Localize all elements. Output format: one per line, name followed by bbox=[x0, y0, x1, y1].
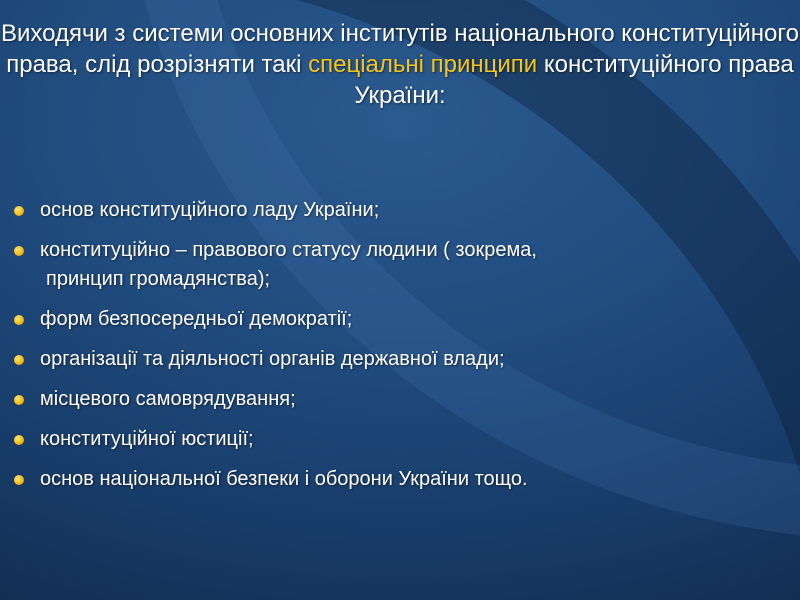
list-item bbox=[14, 305, 774, 334]
list-item bbox=[14, 385, 774, 414]
list-item bbox=[14, 236, 774, 294]
bullet-icon bbox=[14, 315, 24, 325]
bullet-text: форм безпосередньої демократії; bbox=[40, 308, 353, 330]
list-item bbox=[14, 345, 774, 374]
bullet-text: основ конституційного ладу України; bbox=[40, 199, 380, 221]
title-text-end: конституційного права України: bbox=[354, 51, 794, 109]
bullet-icon bbox=[14, 355, 24, 365]
bullet-text: основ національної безпеки і оборони України тощо. bbox=[40, 468, 528, 490]
bullet-icon bbox=[14, 246, 24, 256]
bullet-text: організації та діяльності органів державної влади; bbox=[40, 348, 505, 370]
title-highlight: спеціальні принципи bbox=[308, 51, 538, 78]
bullet-text: конституційної юстиції; bbox=[40, 428, 254, 450]
list-item bbox=[14, 425, 774, 454]
slide-title bbox=[0, 18, 800, 111]
title-text: Виходячи з системи основних інститутів національного конституційного права, слід розрізняти такі bbox=[1, 20, 799, 78]
bullet-icon bbox=[14, 395, 24, 405]
bullet-icon bbox=[14, 475, 24, 485]
list-item bbox=[14, 196, 774, 225]
list-item bbox=[14, 465, 774, 494]
bullet-text: місцевого самоврядування; bbox=[40, 388, 296, 410]
bullet-icon bbox=[14, 206, 24, 216]
bullet-list bbox=[14, 196, 774, 505]
bullet-text: конституційно – правового статусу людини ( зокрема, bbox=[40, 239, 537, 261]
bullet-icon bbox=[14, 435, 24, 445]
bullet-text-continuation: принцип громадянства); bbox=[46, 268, 271, 290]
